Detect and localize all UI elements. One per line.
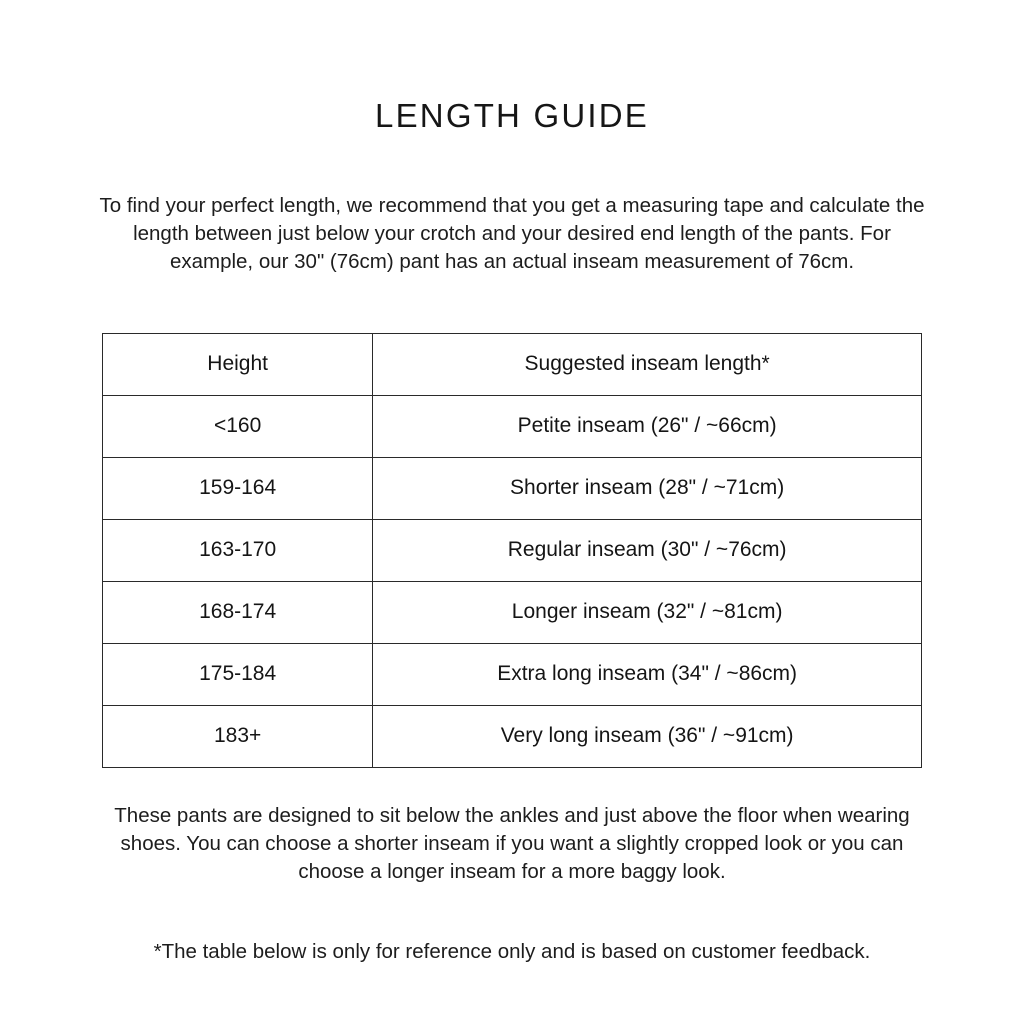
table-row: [103, 519, 922, 581]
cell-height: 159-164: [103, 457, 373, 519]
table-row: [103, 643, 922, 705]
length-guide-table: [102, 333, 922, 768]
table-row: [103, 705, 922, 767]
table-row: [103, 581, 922, 643]
table-row: [103, 395, 922, 457]
cell-inseam: Petite inseam (26" / ~66cm): [373, 395, 922, 457]
cell-inseam: Very long inseam (36" / ~91cm): [373, 705, 922, 767]
intro-paragraph: To find your perfect length, we recommend that you get a measuring tape and calculate the length between just below your crotch and your desired end length of the pants. For example, our 30" (76cm) pant has an actual inseam measurement of 76cm.: [99, 194, 925, 274]
table-body: [103, 333, 922, 767]
cell-height: 168-174: [103, 581, 373, 643]
cell-inseam: Longer inseam (32" / ~81cm): [373, 581, 922, 643]
column-header-inseam: Suggested inseam length*: [373, 333, 922, 395]
cell-inseam: Shorter inseam (28" / ~71cm): [373, 457, 922, 519]
cell-height: <160: [103, 395, 373, 457]
cell-height: 183+: [103, 705, 373, 767]
size-table-container: [102, 333, 922, 768]
table-row: [103, 457, 922, 519]
fit-notes-paragraph: These pants are designed to sit below the ankles and just above the floor when wearing shoes. You can choose a shorter inseam if you want a slightly cropped look or you can choose a longer inseam for a more baggy look.: [114, 803, 910, 883]
footnote-text: *The table below is only for reference only and is based on customer feedback.: [153, 940, 871, 964]
page-title: LENGTH GUIDE: [375, 97, 649, 134]
column-header-height: Height: [103, 333, 373, 395]
table-header-row: [103, 333, 922, 395]
cell-inseam: Regular inseam (30" / ~76cm): [373, 519, 922, 581]
cell-inseam: Extra long inseam (34" / ~86cm): [373, 643, 922, 705]
cell-height: 175-184: [103, 643, 373, 705]
cell-height: 163-170: [103, 519, 373, 581]
